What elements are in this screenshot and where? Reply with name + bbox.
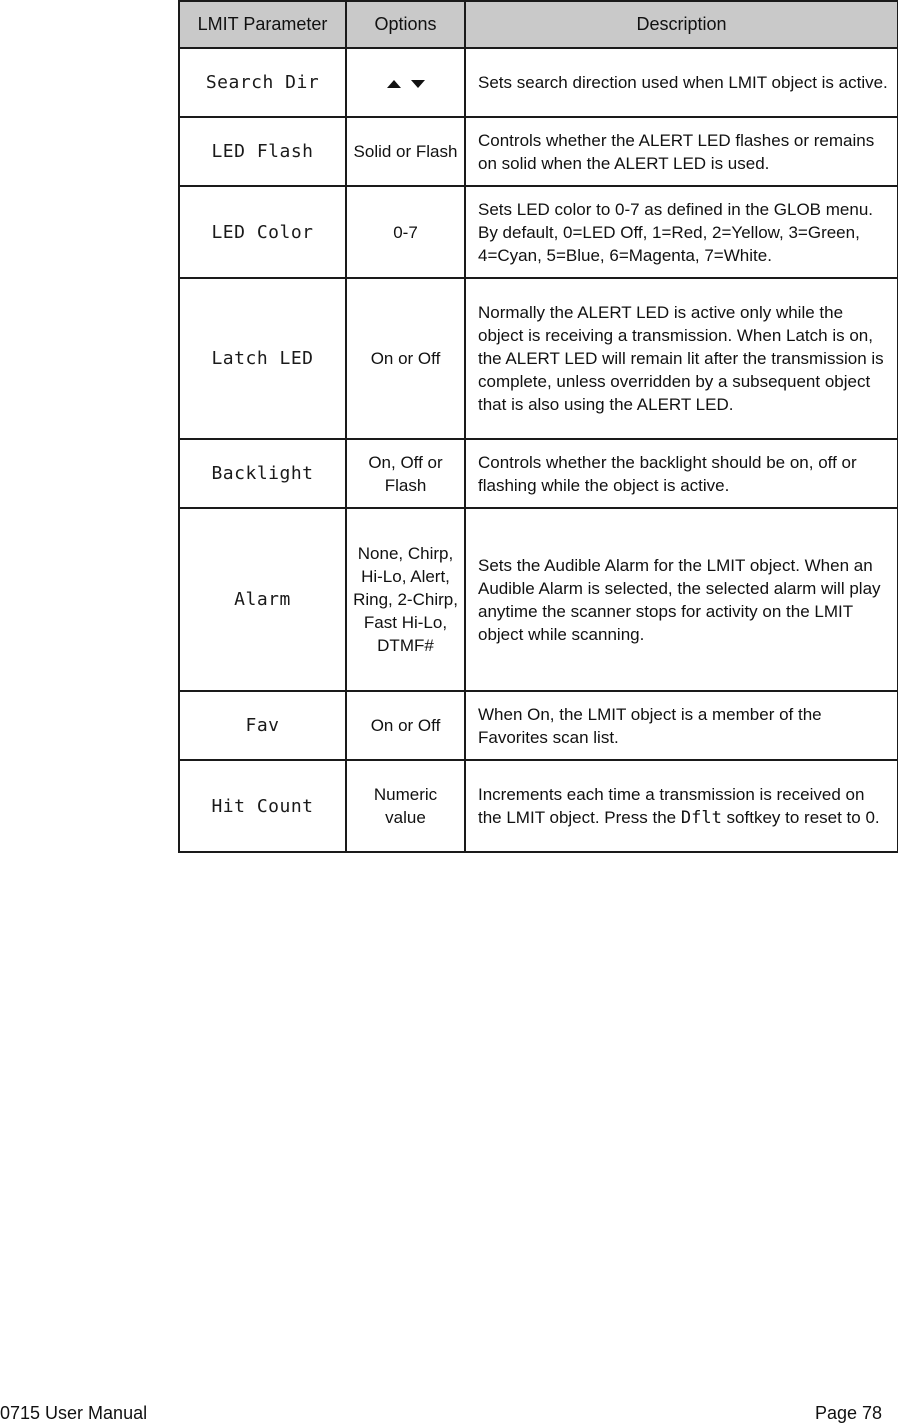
param-name: Alarm: [179, 508, 346, 691]
table-row: [179, 48, 898, 117]
param-options: Solid or Flash: [346, 117, 465, 186]
up-down-arrows-icon: [387, 80, 425, 88]
param-description: Sets search direction used when LMIT object is active.: [465, 48, 898, 117]
param-description: Controls whether the ALERT LED flashes or remains on solid when the ALERT LED is used.: [465, 117, 898, 186]
param-options: Numeric value: [346, 760, 465, 852]
param-options: On, Off or Flash: [346, 439, 465, 508]
param-description: Normally the ALERT LED is active only while the object is receiving a transmission. When Latch is on, the ALERT LED will remain lit after the transmission is complete, unless overridden by a subsequent object that is also using the ALERT LED.: [465, 278, 898, 439]
param-description: [465, 760, 898, 852]
param-options: On or Off: [346, 278, 465, 439]
param-name: Hit Count: [179, 760, 346, 852]
param-options: None, Chirp, Hi-Lo, Alert, Ring, 2-Chirp, Fast Hi-Lo, DTMF#: [346, 508, 465, 691]
param-name: Latch LED: [179, 278, 346, 439]
param-description: Sets the Audible Alarm for the LMIT object. When an Audible Alarm is selected, the selected alarm will play anytime the scanner stops for activity on the LMIT object while scanning.: [465, 508, 898, 691]
description-text: softkey to reset to 0.: [726, 807, 880, 827]
param-name: LED Flash: [179, 117, 346, 186]
down-arrow-icon: [411, 80, 425, 88]
lmit-parameter-table: [178, 0, 898, 853]
param-name: Backlight: [179, 439, 346, 508]
param-options: 0-7: [346, 186, 465, 278]
table-row: [179, 439, 898, 508]
param-name: Search Dir: [179, 48, 346, 117]
param-description: Sets LED color to 0-7 as defined in the GLOB menu. By default, 0=LED Off, 1=Red, 2=Yellow, 3=Green, 4=Cyan, 5=Blue, 6=Magenta, 7=White.: [465, 186, 898, 278]
dflt-softkey-label: Dflt: [680, 807, 722, 828]
param-options: On or Off: [346, 691, 465, 760]
param-description: When On, the LMIT object is a member of the Favorites scan list.: [465, 691, 898, 760]
param-options: [346, 48, 465, 117]
table-row: [179, 691, 898, 760]
param-name: Fav: [179, 691, 346, 760]
description-text: Increments each time a transmission is received on the LMIT object. Press the: [478, 784, 865, 827]
table-row: [179, 508, 898, 691]
up-arrow-icon: [387, 80, 401, 88]
table-row: [179, 760, 898, 852]
header-parameter: LMIT Parameter: [179, 1, 346, 48]
table-row: [179, 117, 898, 186]
table-row: [179, 278, 898, 439]
footer-manual-title: 0715 User Manual: [0, 1403, 148, 1423]
footer-page-number: Page 78: [814, 1403, 882, 1423]
table-row: [179, 186, 898, 278]
param-name: LED Color: [179, 186, 346, 278]
table-header-row: [179, 1, 898, 48]
header-description: Description: [465, 1, 898, 48]
header-options: Options: [346, 1, 465, 48]
param-description: Controls whether the backlight should be on, off or flashing while the object is active.: [465, 439, 898, 508]
